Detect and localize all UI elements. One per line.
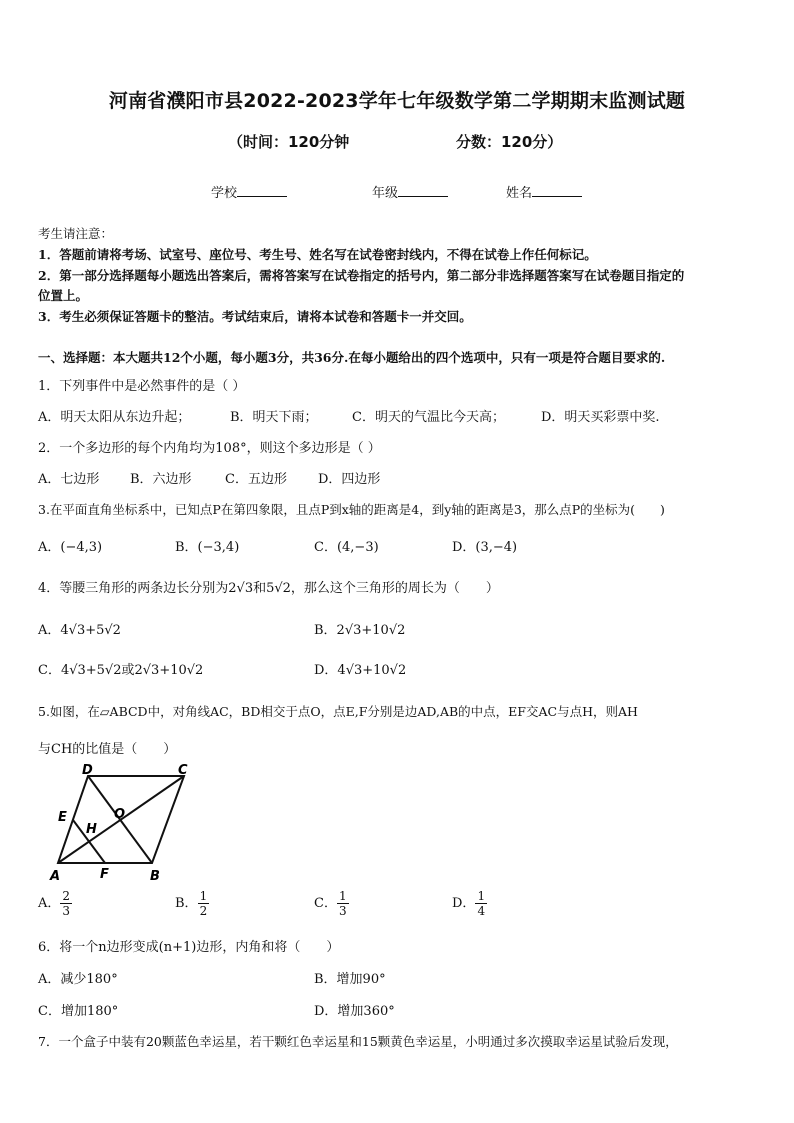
q5-option-d-fraction: $\frac{1}{4}$ (477, 889, 486, 918)
q4-option-b[interactable]: B．2√3+10√2 (314, 623, 406, 638)
note-3: 3．考生必须保证答题卡的整洁。考试结束后，请将本试卷和答题卡一并交回。 (38, 309, 472, 324)
q1-option-d[interactable]: D．明天买彩票中奖. (541, 410, 660, 425)
q5-option-c[interactable]: C． $\frac{1}{3}$ (314, 889, 347, 918)
q1-option-b[interactable]: B．明天下雨； (230, 410, 318, 425)
exam-time: （时间：120分钟 (228, 133, 350, 151)
q4-stem: 4．等腰三角形的两条边长分别为2√3和5√2，那么这个三角形的周长为（ ） (38, 581, 499, 596)
q5-stem-line1: 5.如图，在▱ABCD中，对角线AC，BD相交于点O，点E,F分别是边AD,AB的中点，EF交AC与点H，则AH (38, 704, 638, 719)
note-2b: 位置上。 (38, 288, 89, 303)
grade-blank[interactable] (398, 184, 448, 197)
label-h: H (86, 822, 97, 837)
name-field[interactable] (506, 182, 582, 201)
q4-option-a[interactable]: A．4√3+5√2 (38, 623, 121, 638)
q3-option-b[interactable]: B．(−3,4) (175, 540, 240, 555)
label-b: B (150, 869, 160, 884)
q2-stem: 2．一个多边形的每个内角均为108°，则这个多边形是（ ） (38, 441, 381, 456)
q3-stem: 3.在平面直角坐标系中，已知点P在第四象限，且点P到x轴的距离是4，到y轴的距离是3，那么点P的坐标为( ) (38, 502, 665, 517)
exam-score: 分数：120分） (456, 133, 563, 151)
q3-option-a[interactable]: A．(−4,3) (38, 540, 103, 555)
q4-option-c[interactable]: C．4√3+5√2或2√3+10√2 (38, 663, 204, 678)
note-1: 1．答题前请将考场、试室号、座位号、考生号、姓名写在试卷密封线内，不得在试卷上作任何标记。 (38, 247, 597, 262)
q6-option-a[interactable]: A．减少180° (38, 972, 118, 987)
name-label: 姓名 (506, 186, 533, 201)
notes-heading: 考生请注意： (38, 226, 114, 241)
q2-option-a[interactable]: A．七边形 (38, 472, 100, 487)
q6-option-b[interactable]: B．增加90° (314, 972, 386, 987)
label-a: A (50, 869, 61, 884)
q6-option-c[interactable]: C．增加180° (38, 1004, 119, 1019)
school-blank[interactable] (237, 184, 287, 197)
label-d: D (82, 764, 93, 778)
q3-option-c[interactable]: C．(4,−3) (314, 540, 379, 555)
q5-option-b[interactable]: B． $\frac{1}{2}$ (175, 889, 208, 918)
q2-option-c[interactable]: C．五边形 (225, 472, 287, 487)
exam-title: 河南省濮阳市县2022-2023学年七年级数学第二学期期末监测试题 (108, 90, 686, 112)
q5-option-a-fraction: $\frac{2}{3}$ (62, 889, 71, 918)
q7-stem: 7．一个盒子中装有20颗蓝色幸运星，若干颗红色幸运星和15颗黄色幸运星，小明通过多次摸取幸运星试验后发现， (38, 1034, 678, 1049)
section-heading: 一、选择题：本大题共12个小题，每小题3分，共36分.在每小题给出的四个选项中，只有一项是符合题目要求的. (38, 350, 666, 365)
school-label: 学校 (211, 186, 238, 201)
q3-option-d[interactable]: D．(3,−4) (452, 540, 518, 555)
q5-option-a[interactable]: A． $\frac{2}{3}$ (38, 889, 71, 918)
q6-option-d[interactable]: D．增加360° (314, 1004, 395, 1019)
label-f: F (100, 867, 109, 882)
name-blank[interactable] (532, 184, 582, 197)
q5-option-c-fraction: $\frac{1}{3}$ (338, 889, 347, 918)
q1-option-c[interactable]: C．明天的气温比今天高； (352, 410, 505, 425)
note-2a: 2．第一部分选择题每小题选出答案后，需将答案写在试卷指定的括号内，第二部分非选择题答案写在试卷题目指定的 (38, 268, 685, 283)
grade-field[interactable] (372, 182, 448, 201)
q6-stem: 6．将一个n边形变成(n+1)边形，内角和将（ ） (38, 940, 340, 955)
q5-stem-line2: 与CH的比值是（ ） (38, 742, 177, 757)
q5-option-b-fraction: $\frac{1}{2}$ (199, 889, 208, 918)
q2-option-d[interactable]: D．四边形 (318, 472, 381, 487)
q1-option-a[interactable]: A．明天太阳从东边升起； (38, 410, 191, 425)
q1-stem: 1．下列事件中是必然事件的是（ ） (38, 379, 246, 394)
q4-option-d[interactable]: D．4√3+10√2 (314, 663, 407, 678)
school-field[interactable] (211, 182, 287, 201)
label-o: O (114, 807, 126, 822)
label-c: C (178, 764, 188, 778)
q2-option-b[interactable]: B．六边形 (130, 472, 192, 487)
grade-label: 年级 (372, 186, 399, 201)
parallelogram-figure (44, 764, 204, 884)
q5-option-d[interactable]: D． $\frac{1}{4}$ (452, 889, 486, 918)
label-e: E (58, 810, 67, 825)
